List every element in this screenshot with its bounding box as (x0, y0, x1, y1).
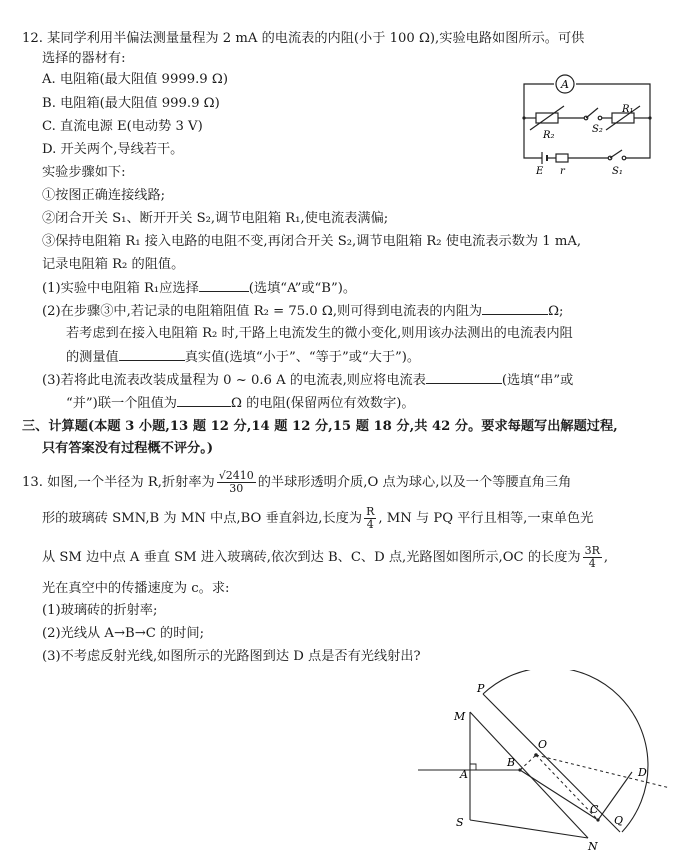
optics-diagram (410, 670, 680, 860)
point-b-label: B (507, 756, 516, 769)
answer-blank[interactable] (482, 302, 548, 315)
q13-q2: (2)光线从 A→B→C 的时间; (42, 626, 205, 641)
q12-option-d: D. 开关两个,导线若干。 (42, 142, 184, 157)
answer-blank[interactable] (177, 394, 231, 407)
fraction-numerator: √2410 (218, 469, 254, 482)
q12-sub2-line3 (66, 348, 420, 367)
oc-length-fraction (583, 545, 602, 570)
q12-step2: ②闭合开关 S₁、断开开关 S₂,调节电阻箱 R₁,使电流表满偏; (42, 211, 389, 226)
point-m-label: M (454, 710, 466, 723)
point-d-label: D (638, 766, 647, 779)
q13-stem-text1: 13. 如图,一个半径为 R,折射率为 (22, 475, 215, 490)
index-fraction (217, 470, 256, 495)
point-p-label: P (477, 682, 485, 695)
q12-stem-line2: 选择的器材有: (42, 51, 126, 66)
point-n-label: N (588, 840, 598, 853)
q12-step3-line1: ③保持电阻箱 R₁ 接入电路的电阻不变,再闭合开关 S₂,调节电阻箱 R₂ 使电流表示数为 1 mA, (42, 234, 582, 249)
answer-blank[interactable] (119, 348, 185, 361)
q13-stem-text2: 的半球形透明介质,O 点为球心,以及一个等腰直角三角 (257, 475, 572, 490)
r-label: r (560, 166, 565, 177)
point-o-label: O (538, 738, 548, 751)
section3-title-line1: 三、计算题(本题 3 小题,13 题 12 分,14 题 12 分,15 题 18 分,共 42 分。要求每题写出解题过程, (22, 419, 618, 434)
q12-option-c: C. 直流电源 E(电动势 3 V) (42, 119, 203, 134)
q13-stem-line4: 光在真空中的传播速度为 c。求: (42, 581, 230, 596)
point-a-label: A (460, 768, 468, 781)
q12-sub2-unit: Ω; (548, 304, 564, 319)
s1-label: S₁ (612, 166, 623, 177)
q12-step1: ①按图正确连接线路; (42, 188, 166, 203)
q12-sub2-line2: 若考虑到在接入电阻箱 R₂ 时,干路上电流发生的微小变化,则用该办法测出的电流表内阻 (66, 326, 573, 341)
point-q-label: Q (614, 814, 624, 827)
q13-stem-text4: , MN 与 PQ 平行且相等,一束单色光 (378, 511, 594, 526)
q12-sub2 (42, 302, 563, 321)
section3-title-line2: 只有答案没有过程概不评分。) (42, 441, 214, 456)
circuit-diagram (516, 70, 666, 180)
answer-blank[interactable] (426, 371, 502, 384)
q12-option-a: A. 电阻箱(最大阻值 9999.9 Ω) (42, 72, 228, 87)
q12-sub3-mid: “并”)联一个阻值为 (66, 396, 177, 411)
q12-sub1-text: (1)实验中电阻箱 R₁应选择 (42, 281, 199, 296)
q13-q3: (3)不考虑反射光线,如图所示的光路图到达 D 点是否有光线射出? (42, 649, 421, 664)
point-c-label: C (590, 803, 599, 816)
bo-length-fraction (364, 506, 376, 531)
q13-stem-text6: , (603, 550, 609, 565)
q13-stem-line3 (42, 543, 608, 573)
fraction-denominator: 30 (229, 482, 244, 495)
q12-sub3-line2 (66, 394, 415, 413)
q12-sub1 (42, 279, 356, 298)
q12-stem-line1: 12. 某同学利用半偏法测量量程为 2 mA 的电流表的内阻(小于 100 Ω),实验电路如图所示。可供 (22, 31, 585, 46)
q12-step3-line2: 记录电阻箱 R₂ 的阻值。 (42, 257, 185, 272)
q12-sub2-measured: 的测量值 (66, 350, 119, 365)
fraction-denominator: 4 (366, 518, 374, 531)
q13-stem-text5: 从 SM 边中点 A 垂直 SM 进入玻璃砖,依次到达 B、C、D 点,光路图如图所示,OC 的长度为 (42, 550, 581, 565)
answer-blank[interactable] (199, 279, 249, 292)
fraction-denominator: 4 (588, 557, 596, 570)
q13-stem-line1 (22, 468, 571, 498)
q12-steps-title: 实验步骤如下: (42, 165, 126, 180)
q12-option-b: B. 电阻箱(最大阻值 999.9 Ω) (42, 96, 220, 111)
fraction-numerator: R (366, 505, 375, 518)
q13-q1: (1)玻璃砖的折射率; (42, 603, 158, 618)
q13-stem-text3: 形的玻璃砖 SMN,B 为 MN 中点,BO 垂直斜边,长度为 (42, 511, 363, 526)
s2-label: S₂ (592, 124, 603, 135)
e-label: E (536, 166, 544, 177)
q12-sub2-tail: 真实值(选填“小于”、“等于”或“大于”)。 (184, 350, 421, 365)
q12-sub1-tail: (选填“A”或“B”)。 (248, 281, 357, 296)
q13-stem-line2 (42, 504, 593, 534)
fraction-numerator: 3R (584, 544, 600, 557)
q12-sub3-tail: (选填“串”或 (501, 373, 574, 388)
q12-sub2-text: (2)在步骤③中,若记录的电阻箱阻值 R₂ = 75.0 Ω,则可得到电流表的内阻为 (42, 304, 483, 319)
q12-sub3-end: Ω 的电阻(保留两位有效数字)。 (230, 396, 415, 411)
r1-label: R₁ (622, 104, 634, 115)
q12-sub3-text: (3)若将此电流表改装成量程为 0 ~ 0.6 A 的电流表,则应将电流表 (42, 373, 426, 388)
ammeter-label: A (561, 78, 569, 91)
point-s-label: S (456, 816, 464, 829)
q12-sub3 (42, 371, 573, 390)
r2-label: R₂ (543, 130, 555, 141)
